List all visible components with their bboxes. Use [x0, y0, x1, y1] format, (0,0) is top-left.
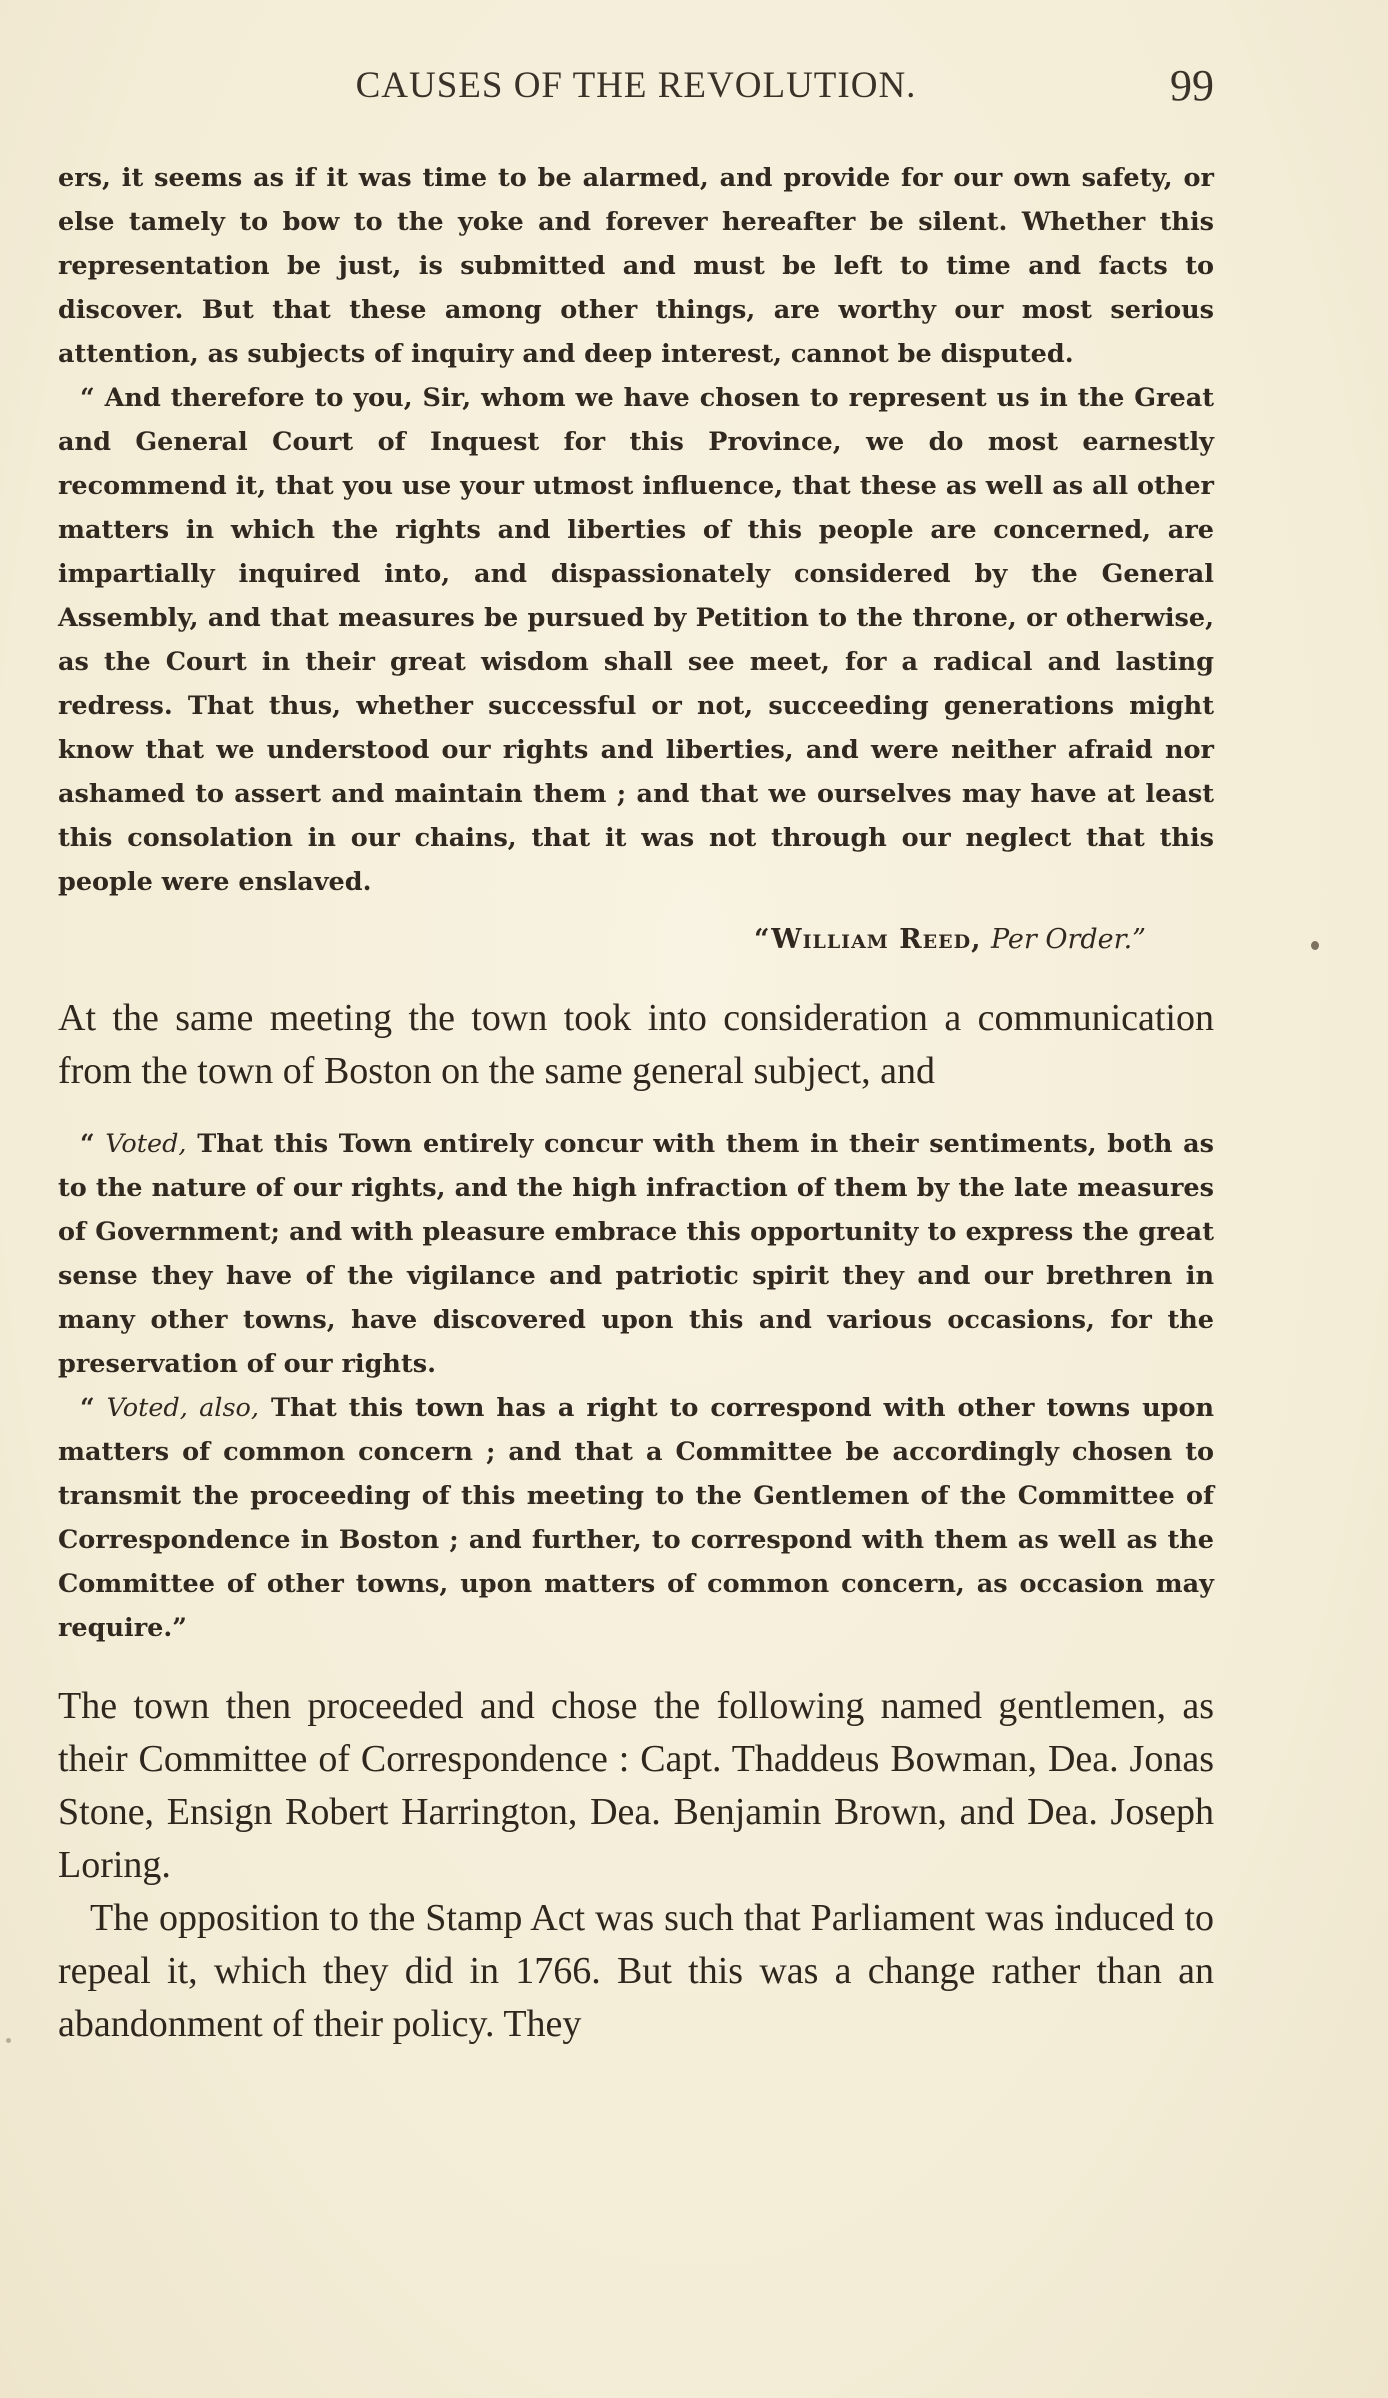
quote-paragraph: ers, it seems as if it was time to be alarmed, and provide for our own safety, or else tamely to bow to the yoke and forever hereafter be silent. Whether this representation be just, is submitted and must be left to time and facts to discover. But that these among other things, are worthy our most serious attention, as subjects of inquiry and deep interest, cannot be disputed.: [58, 163, 1214, 369]
open-quote: “: [80, 1393, 107, 1423]
vote-paragraph: [58, 1122, 1214, 1386]
vote-label: Voted, also,: [106, 1393, 259, 1423]
open-quote: “: [80, 1129, 106, 1159]
votes-quote: [58, 1122, 1214, 1650]
signature-order: Per Order.”: [990, 924, 1146, 955]
narrative-section: [58, 1680, 1214, 2051]
ink-speck: [6, 2038, 11, 2043]
resolution-quote: [58, 156, 1214, 962]
body-paragraph: The town then proceeded and chose the following named gentlemen, as their Committee of Correspondence : Capt. Thaddeus Bowman, Dea. Jonas Stone, Ensign Robert Harrington, Dea. Benjamin Brown, and Dea. Joseph Loring.: [58, 1685, 1214, 1886]
signature-line: [58, 918, 1146, 962]
ink-speck: [1311, 941, 1319, 950]
vote-label: Voted,: [105, 1129, 187, 1159]
body-paragraph: The opposition to the Stamp Act was such that Parliament was induced to repeal it, which they did in 1766. But this was a change rather than an abandonment of their policy. They: [58, 1897, 1214, 2045]
page-content: [58, 130, 1214, 2051]
signature-name: “William Reed,: [753, 924, 982, 955]
body-paragraph: At the same meeting the town took into consideration a communication from the town of Boston on the same general subject, and: [58, 997, 1214, 1092]
vote-text: That this town has a right to correspond with other towns upon matters of common concern ; and that a Committee be accordingly chosen to transmit the proceeding of this meeting to the Gentlemen of the Committee of Correspondence in Boston ; and further, to correspond with them as well as the Committee of other towns, upon matters of common concern, as occasion may require.”: [58, 1393, 1215, 1643]
running-head: CAUSES OF THE REVOLUTION.: [355, 65, 917, 106]
narrative-paragraph: [58, 992, 1214, 1098]
quote-paragraph: “ And therefore to you, Sir, whom we have chosen to represent us in the Great and General Court of Inquest for this Province, we do most earnestly recommend it, that you use your utmost influence, that these as well as all other matters in which the rights and liberties of this people are concerned, are impartially inquired into, and dispassionately considered by the General Assembly, and that measures be pursued by Petition to the throne, or otherwise, as the Court in their great wisdom shall see meet, for a radical and lasting redress. That thus, whether successful or not, succeeding generations might know that we understood our rights and liberties, and were neither afraid nor ashamed to assert and maintain them ; and that we ourselves may have at least this consolation in our chains, that it was not through our neglect that this people were enslaved.: [58, 383, 1214, 897]
vote-text: That this Town entirely concur with them in their sentiments, both as to the nature of our rights, and the high infraction of them by the late measures of Government; and with pleasure embrace this opportunity to express the great sense they have of the vigilance and patriotic spirit they and our brethren in many other towns, have discovered upon this and various occasions, for the preservation of our rights.: [58, 1129, 1215, 1379]
page-header: [58, 60, 1214, 116]
page-number: 99: [1170, 61, 1214, 110]
vote-paragraph: [58, 1386, 1214, 1650]
